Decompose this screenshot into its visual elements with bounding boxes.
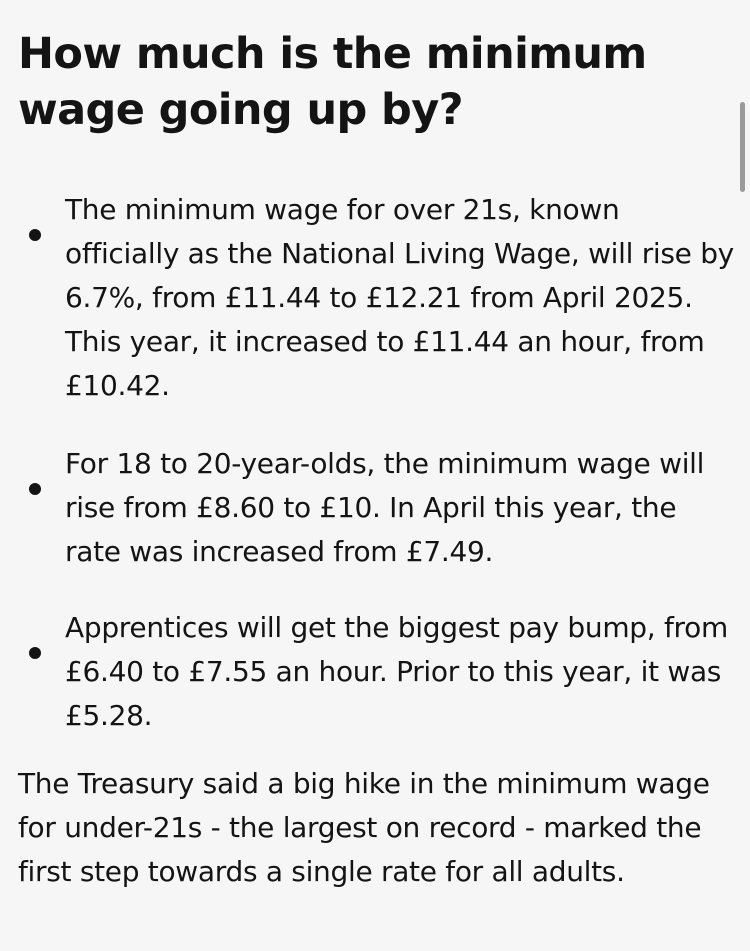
bullet-text: For 18 to 20-year-olds, the minimum wage will rise from £8.60 to £10. In April this year, the rate was increased from £7.49. bbox=[65, 447, 705, 568]
bullet-text: The minimum wage for over 21s, known officially as the National Living Wage, will rise by 6.7%, from £11.44 to £12.21 from April 2025. This year, it increased to £11.44 an hour, from £10.42. bbox=[65, 193, 734, 402]
article-headline: How much is the minimum wage going up by? bbox=[18, 29, 647, 135]
scrollbar-thumb[interactable] bbox=[740, 102, 745, 192]
bullet-dot-icon bbox=[29, 229, 41, 241]
article-body bbox=[18, 26, 734, 888]
bullet-dot-icon bbox=[29, 647, 41, 659]
bullet-text: Apprentices will get the biggest pay bump, from £6.40 to £7.55 an hour. Prior to this year, it was £5.28. bbox=[65, 611, 728, 732]
article-paragraph: The Treasury said a big hike in the minimum wage for under-21s - the largest on record - marked the first step towards a single rate for all adults. bbox=[18, 767, 710, 888]
bullet-dot-icon bbox=[29, 483, 41, 495]
